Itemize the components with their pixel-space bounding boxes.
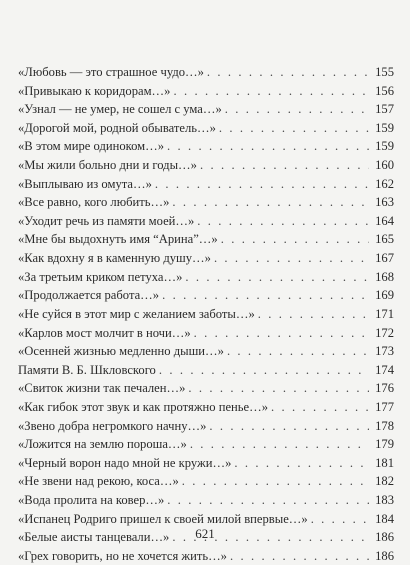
toc-entry [18,361,394,380]
toc-entry-title: «Осенней жизнью медленно дыши…» [18,344,224,359]
toc-entry [18,417,394,436]
dot-leader [214,249,369,268]
dot-leader [185,268,369,287]
dot-leader [173,82,369,101]
toc-entry [18,454,394,473]
dot-leader [162,286,369,305]
toc-entry-title: «Свиток жизни так печален…» [18,381,186,396]
toc-entry [18,324,394,343]
toc-entry-page: 176 [375,381,394,396]
toc-entry [18,119,394,138]
toc-entry-title: «Узнал — не умер, не сошел с ума…» [18,102,222,117]
toc-entry-title: «Ложится на землю пороша…» [18,437,187,452]
toc-entry-title: «Уходит речь из памяти моей…» [18,213,195,228]
toc-entry-page: 163 [375,195,394,210]
toc-entry-page: 184 [375,511,394,526]
toc-entry [18,63,394,82]
toc-entry-page: 179 [375,437,394,452]
dot-leader [230,547,369,565]
toc-entry-title: «Испанец Родриго пришел к своей милой впервые…» [18,511,308,526]
toc-entry-page: 171 [375,306,394,321]
toc-entry-page: 168 [375,269,394,284]
toc-entry-title: «Любовь — это страшное чудо…» [18,65,204,79]
toc-entry [18,156,394,175]
dot-leader [258,305,369,324]
toc-entry [18,100,394,119]
toc-entry-title: «Выплываю из омута…» [18,176,152,191]
toc-entry-page: 178 [375,418,394,433]
toc-entry-page: 186 [375,548,394,563]
toc-entry-title: «Карлов мост молчит в ночи…» [18,325,191,340]
toc-entry-title: «Как гибок этот звук и как протяжно пенье…» [18,399,268,414]
toc-entry-title: «Грех говорить, но не хочется жить…» [18,548,227,563]
dot-leader [188,379,369,398]
toc-entry-title: «Дорогой мой, родной обыватель…» [18,120,216,135]
toc-entry-title: «Белые аисты танцевали…» [18,530,170,545]
dot-leader [194,324,369,343]
toc-entry-title: «Продолжается работа…» [18,288,160,303]
toc-entry [18,342,394,361]
toc-entry-title: «Как вдохну я в каменную душу…» [18,251,211,266]
dot-leader [182,472,369,491]
toc-entry-page: 156 [375,83,394,98]
toc-entry-page: 186 [375,530,394,545]
toc-entry-page: 182 [375,474,394,489]
dot-leader [207,63,369,82]
toc-entry-page: 167 [375,251,394,266]
toc-entry [18,491,394,510]
toc-entry-title: «В этом мире одиноком…» [18,139,165,154]
page-number: 621 [195,526,215,541]
toc-entry [18,547,394,565]
toc-entry [18,212,394,231]
toc-entry-page: 164 [375,213,394,228]
dot-leader [167,491,369,510]
dot-leader [225,100,369,119]
toc-entry [18,286,394,305]
dot-leader [209,417,369,436]
toc-entry-page: 169 [375,288,394,303]
dot-leader [155,175,369,194]
toc-entry [18,305,394,324]
toc-entry-page: 157 [375,102,394,117]
dot-leader [227,342,369,361]
toc-entry [18,230,394,249]
toc-entry-page: 159 [375,120,394,135]
toc-entry-page: 172 [375,325,394,340]
toc-entry-page: 160 [375,158,394,173]
toc-entry-title: «Не суйся в этот мир с желанием заботы…» [18,306,255,321]
dot-leader [221,230,369,249]
toc-entry-title: Памяти В. Б. Шкловского [18,362,156,377]
dot-leader [197,212,369,231]
toc-entry [18,175,394,194]
dot-leader [190,435,369,454]
toc-entry [18,193,394,212]
dot-leader [271,398,369,417]
toc-entry [18,472,394,491]
toc-entry-title: «Вода пролита на ковер…» [18,493,165,508]
toc-entry-title: «За третьим криком петуха…» [18,269,183,284]
toc-entry-page: 174 [375,362,394,377]
toc-entry [18,82,394,101]
toc-entry [18,435,394,454]
dot-leader [159,361,369,380]
toc-entry-page: 155 [375,65,394,79]
toc-entry-page: 177 [375,399,394,414]
toc-entry-title: «Мы жили больно дни и годы…» [18,158,197,173]
toc-entry-page: 181 [375,455,394,470]
dot-leader [234,454,369,473]
toc-entry-title: «Мне бы выдохнуть имя “Арина”…» [18,232,218,247]
toc-entry-page: 165 [375,232,394,247]
toc-entry [18,379,394,398]
toc-entry-page: 159 [375,139,394,154]
toc-entry-title: «Звено добра негромкого начну…» [18,418,207,433]
toc-entry-page: 162 [375,176,394,191]
toc-entry [18,398,394,417]
toc-entry-page: 173 [375,344,394,359]
toc-entry-title: «Черный ворон надо мной не кружи…» [18,455,232,470]
dot-leader [167,137,369,156]
dot-leader [172,193,369,212]
toc-entry-title: «Все равно, кого любить…» [18,195,170,210]
toc-entry [18,249,394,268]
toc-entry-title: «Не звени над рекою, коса…» [18,474,179,489]
table-of-contents [18,63,394,565]
dot-leader [219,119,369,138]
toc-entry-title: «Привыкаю к коридорам…» [18,83,171,98]
toc-entry-page: 183 [375,493,394,508]
toc-entry [18,137,394,156]
dot-leader [200,156,369,175]
toc-entry [18,268,394,287]
